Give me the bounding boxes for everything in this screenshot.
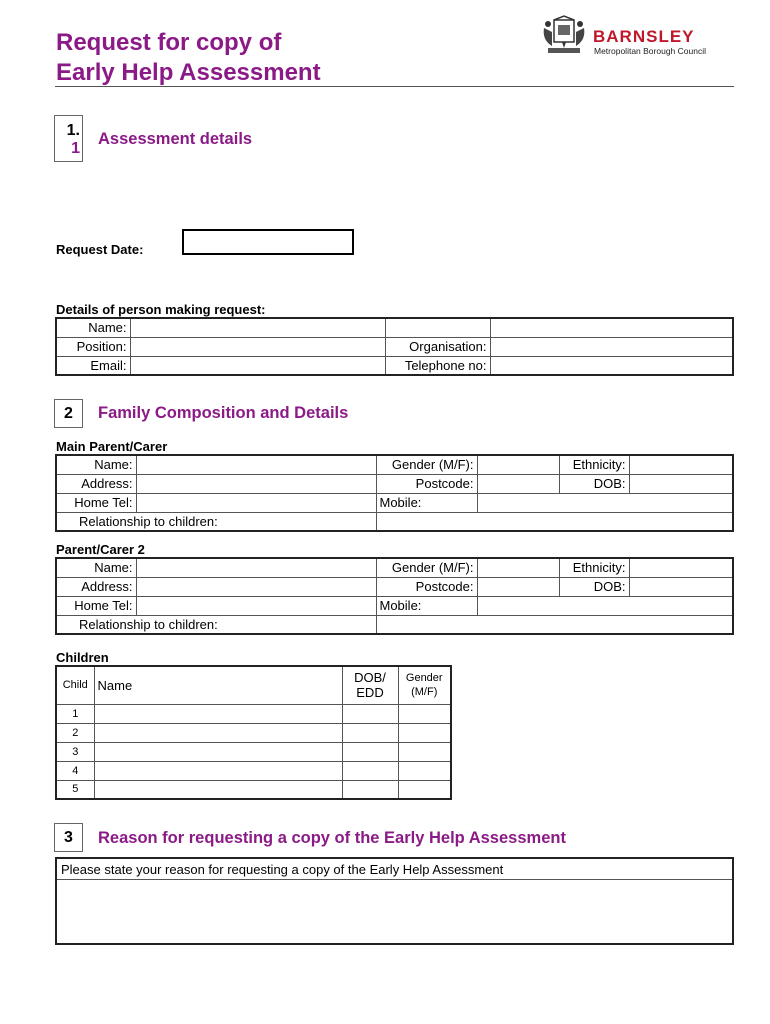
carer1-ethnicity-label: Ethnicity:	[559, 455, 629, 474]
requester-name-field[interactable]	[130, 318, 385, 337]
child-number: 3	[56, 742, 94, 761]
child-name-field[interactable]	[94, 742, 342, 761]
carer1-address-field[interactable]	[136, 474, 376, 493]
title-line-2: Early Help Assessment	[56, 59, 321, 86]
carer2-home-tel-field[interactable]	[136, 596, 376, 615]
requester-position-field[interactable]	[130, 337, 385, 356]
carer1-address-label: Address:	[56, 474, 136, 493]
carer2-home-tel-label: Home Tel:	[56, 596, 136, 615]
reason-textarea[interactable]	[57, 880, 732, 943]
gender-column-header	[398, 666, 451, 704]
child-name-field[interactable]	[94, 780, 342, 799]
child-dob-field[interactable]	[342, 780, 398, 799]
requester-extra-field[interactable]	[385, 318, 490, 337]
carer2-mobile-label: Mobile:	[376, 596, 477, 615]
main-carer-table	[55, 454, 734, 532]
child-dob-field[interactable]	[342, 761, 398, 780]
section-3-number: 3	[54, 823, 83, 852]
table-row	[56, 761, 451, 780]
section-2-number: 2	[54, 399, 83, 428]
child-name-field[interactable]	[94, 723, 342, 742]
section-1-number-line-2: 1	[71, 140, 80, 157]
carer1-mobile-field[interactable]	[477, 493, 733, 512]
section-2-title: Family Composition and Details	[98, 404, 349, 422]
carer1-postcode-field[interactable]	[477, 474, 559, 493]
main-carer-heading: Main Parent/Carer	[56, 439, 168, 454]
carer1-gender-field[interactable]	[477, 455, 559, 474]
carer2-dob-label: DOB:	[559, 577, 629, 596]
carer1-name-label: Name:	[56, 455, 136, 474]
carer1-name-field[interactable]	[136, 455, 376, 474]
carer2-name-label: Name:	[56, 558, 136, 577]
requester-details-table	[55, 317, 734, 376]
carer2-heading: Parent/Carer 2	[56, 542, 145, 557]
logo-name: BARNSLEY	[593, 27, 695, 46]
requester-extra-field-2[interactable]	[490, 318, 733, 337]
child-number: 5	[56, 780, 94, 799]
child-column-header: Child	[56, 666, 94, 704]
carer2-postcode-label: Postcode:	[376, 577, 477, 596]
reason-prompt: Please state your reason for requesting a copy of the Early Help Assessment	[57, 859, 732, 880]
requester-heading: Details of person making request:	[56, 302, 266, 317]
child-dob-field[interactable]	[342, 723, 398, 742]
dob-header-line-1: DOB/	[354, 670, 386, 686]
telephone-field[interactable]	[490, 356, 733, 375]
requester-name-label: Name:	[56, 318, 130, 337]
carer1-mobile-label: Mobile:	[376, 493, 477, 512]
carer1-postcode-label: Postcode:	[376, 474, 477, 493]
telephone-label: Telephone no:	[385, 356, 490, 375]
carer1-home-tel-field[interactable]	[136, 493, 376, 512]
section-1-number-line-1: 1.	[66, 122, 80, 139]
carer2-address-field[interactable]	[136, 577, 376, 596]
carer2-table	[55, 557, 734, 635]
requester-email-label: Email:	[56, 356, 130, 375]
carer2-name-field[interactable]	[136, 558, 376, 577]
carer2-postcode-field[interactable]	[477, 577, 559, 596]
table-row	[56, 723, 451, 742]
child-gender-field[interactable]	[398, 761, 451, 780]
dob-header-line-2: EDD	[356, 685, 384, 701]
child-dob-field[interactable]	[342, 742, 398, 761]
child-number: 1	[56, 704, 94, 723]
section-1-number	[54, 115, 83, 162]
reason-box	[55, 857, 734, 945]
child-name-field[interactable]	[94, 761, 342, 780]
carer2-dob-field[interactable]	[629, 577, 733, 596]
carer2-mobile-field[interactable]	[477, 596, 733, 615]
request-date-input[interactable]	[182, 229, 354, 255]
carer2-ethnicity-label: Ethnicity:	[559, 558, 629, 577]
table-row	[56, 780, 451, 799]
dob-column-header	[342, 666, 398, 704]
carer2-gender-label: Gender (M/F):	[376, 558, 477, 577]
carer2-ethnicity-field[interactable]	[629, 558, 733, 577]
child-gender-field[interactable]	[398, 723, 451, 742]
child-name-field[interactable]	[94, 704, 342, 723]
carer1-dob-label: DOB:	[559, 474, 629, 493]
child-number: 4	[56, 761, 94, 780]
name-column-header: Name	[94, 666, 342, 704]
section-3-title: Reason for requesting a copy of the Early Help Assessment	[98, 829, 566, 847]
table-row	[56, 704, 451, 723]
carer2-relationship-field[interactable]	[376, 615, 733, 634]
children-table	[55, 665, 452, 800]
carer1-relationship-field[interactable]	[376, 512, 733, 531]
table-row	[56, 742, 451, 761]
requester-email-field[interactable]	[130, 356, 385, 375]
carer2-address-label: Address:	[56, 577, 136, 596]
organisation-label: Organisation:	[385, 337, 490, 356]
child-gender-field[interactable]	[398, 742, 451, 761]
child-dob-field[interactable]	[342, 704, 398, 723]
carer1-ethnicity-field[interactable]	[629, 455, 733, 474]
header-divider	[55, 86, 734, 87]
request-date-label: Request Date:	[56, 242, 144, 257]
page-title	[56, 28, 321, 88]
gender-header-line-1: Gender	[405, 672, 443, 685]
title-line-1: Request for copy of	[56, 29, 282, 56]
children-heading: Children	[56, 650, 109, 665]
child-gender-field[interactable]	[398, 780, 451, 799]
organisation-field[interactable]	[490, 337, 733, 356]
logo-subtitle: Metropolitan Borough Council	[594, 46, 706, 56]
carer1-relationship-label: Relationship to children:	[56, 512, 376, 531]
gender-header-line-2: (M/F)	[411, 686, 438, 699]
section-1-title: Assessment details	[98, 130, 253, 148]
carer2-gender-field[interactable]	[477, 558, 559, 577]
requester-position-label: Position:	[56, 337, 130, 356]
carer1-gender-label: Gender (M/F):	[376, 455, 477, 474]
child-number: 2	[56, 723, 94, 742]
coat-of-arms-icon	[540, 14, 588, 58]
carer1-dob-field[interactable]	[629, 474, 733, 493]
child-gender-field[interactable]	[398, 704, 451, 723]
carer2-relationship-label: Relationship to children:	[56, 615, 376, 634]
carer1-home-tel-label: Home Tel:	[56, 493, 136, 512]
